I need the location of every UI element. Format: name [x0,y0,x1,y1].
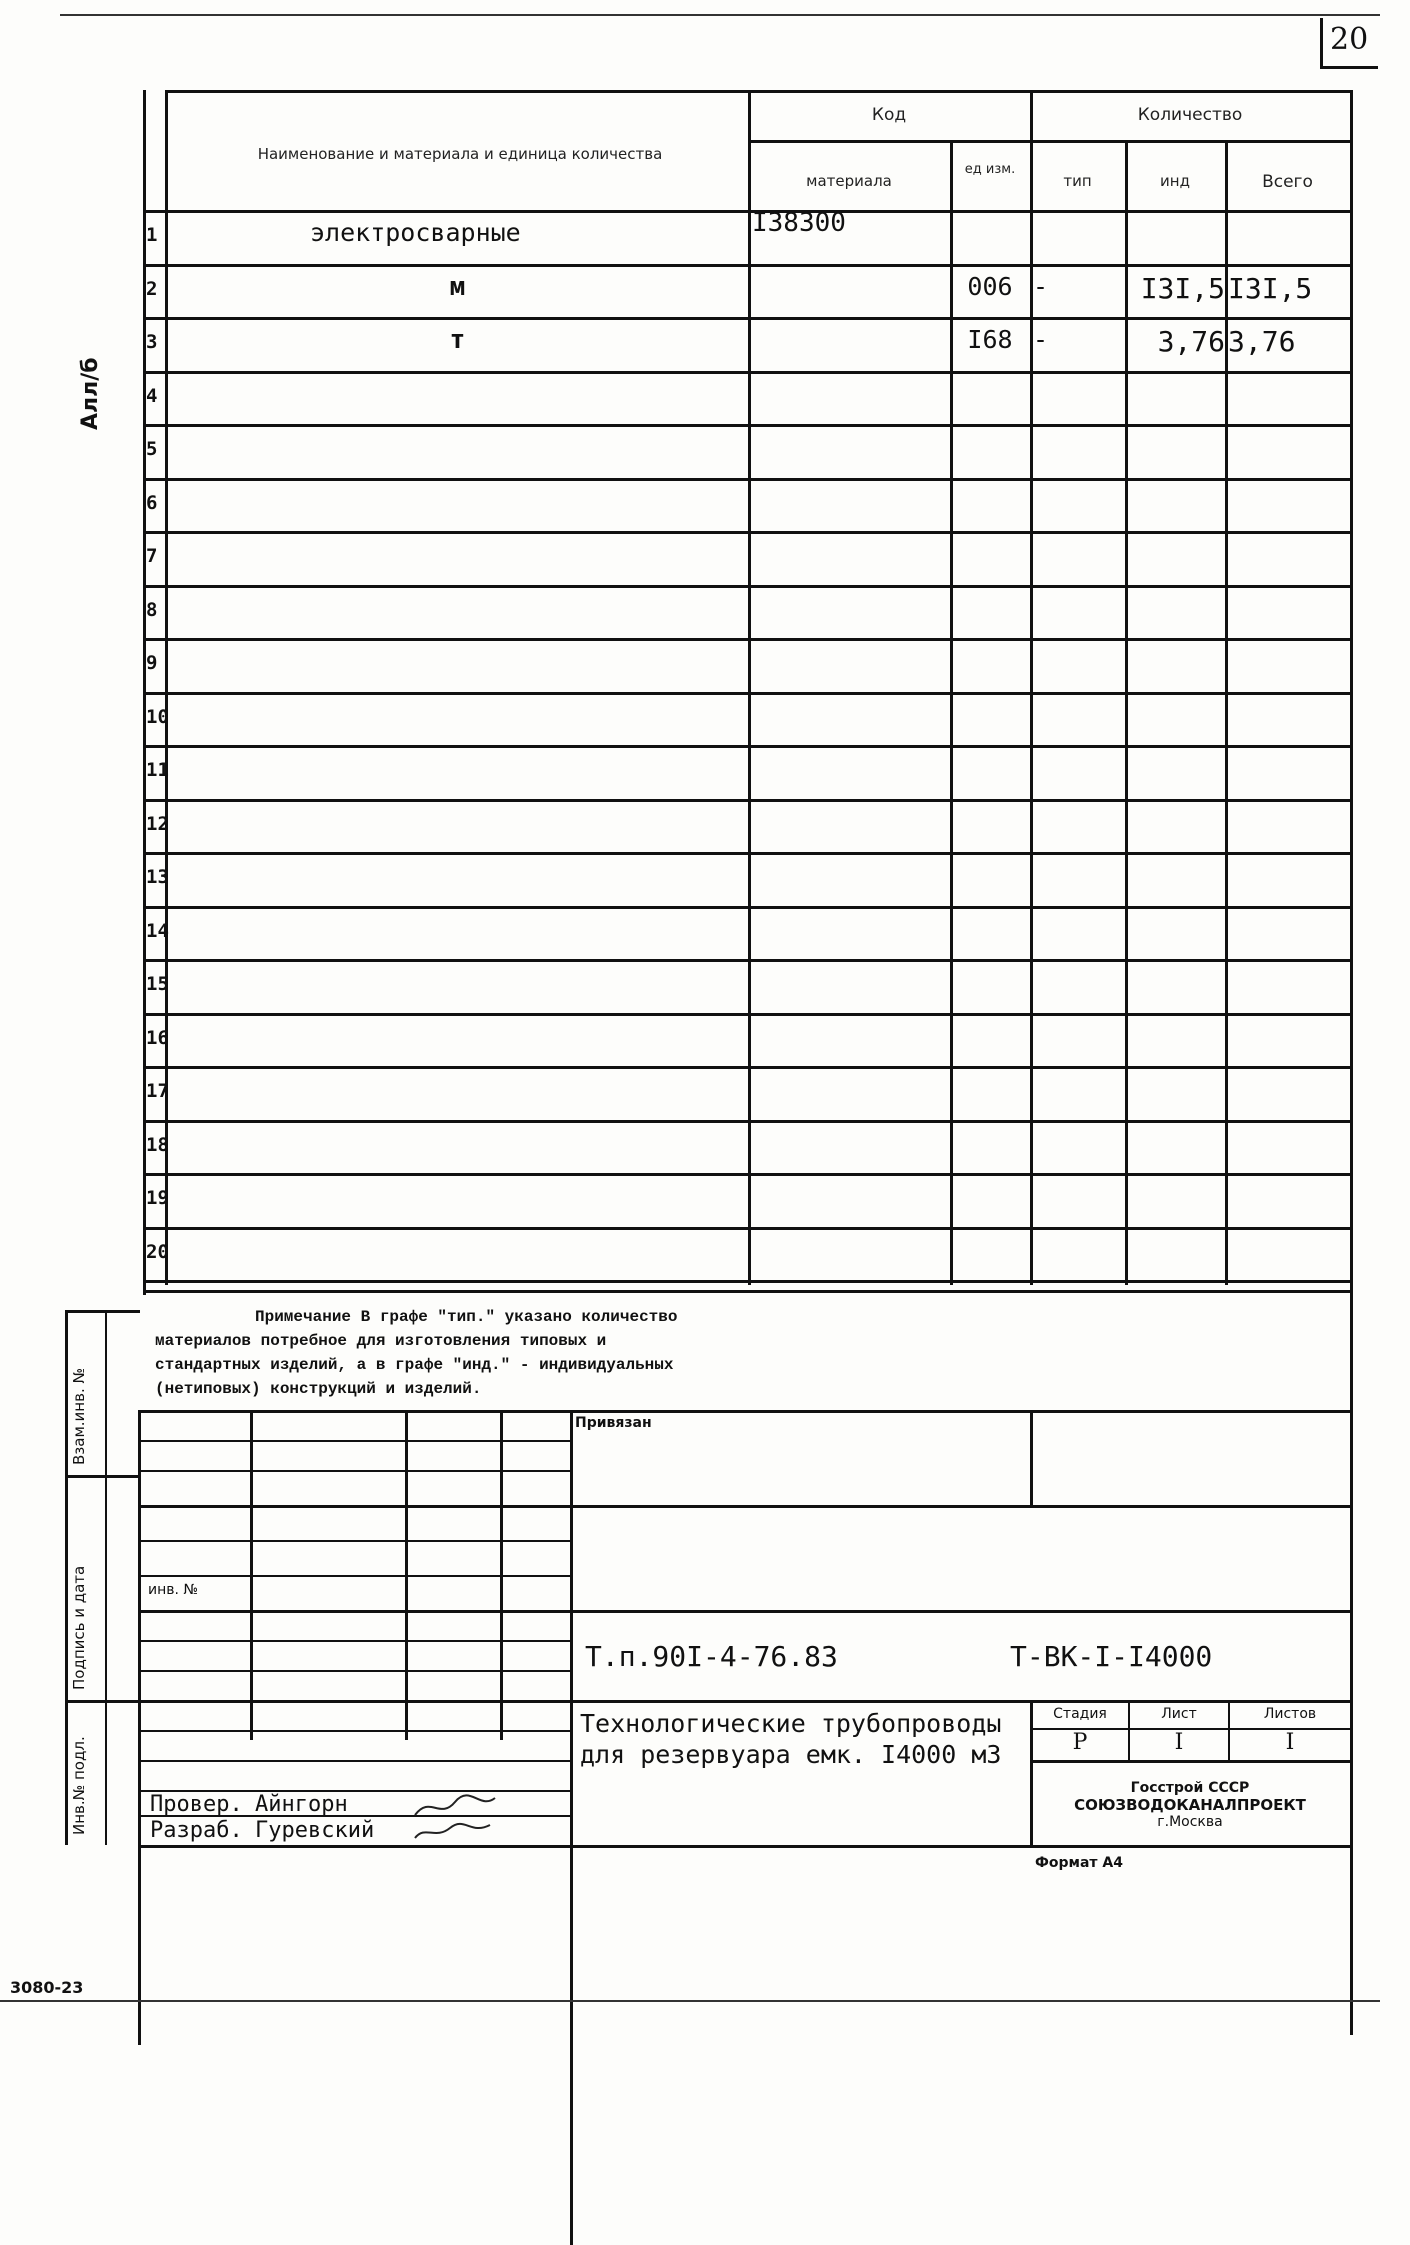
unit-col-border [1030,90,1033,1285]
title-block-bottom [140,1845,1350,1848]
format-label: Формат А4 [1035,1855,1123,1871]
table-row-line [143,1227,1350,1230]
typ-col-border [1125,140,1128,1285]
row-qty-total: I3I,5 [1228,271,1313,305]
note-line: Примечание В графе "тип." указано количество [255,1308,678,1326]
razrab-name: Гуревский [255,1818,375,1843]
side-stamp-line [65,1700,140,1703]
razrab-role: Разраб. [150,1818,243,1843]
row-name: т [449,325,466,355]
ind-col-border [1225,140,1228,1285]
row-qty-total: 3,76 [1228,325,1296,358]
table-row-line [143,1066,1350,1069]
header-code: Код [871,105,907,125]
stage-label: Стадия [1053,1706,1107,1722]
header-bottom [143,210,1350,213]
lists-label: Листов [1263,1706,1317,1722]
note-line: материалов потребное для изготовления типовых и [155,1332,607,1350]
document-title: Технологические трубопроводы для резервуара емк. I4000 м3 [580,1709,1002,1769]
table-row-line [143,371,1350,374]
note-line: (нетиповых) конструкций и изделий. [155,1380,482,1398]
list-label: Лист [1161,1706,1197,1722]
stage-value: Р [1072,1730,1088,1755]
sheet-code: Т-ВК-I-I4000 [1010,1640,1213,1673]
side-stamp-inv: Инв.№ подл. [70,1736,88,1835]
top-border [60,14,1380,16]
prover-name: Айнгорн [255,1792,348,1817]
page-number-box-left [1320,18,1323,68]
table-row-line [143,906,1350,909]
table-row-line [143,317,1350,320]
header-subline [748,140,1350,143]
row-number: 8 [146,598,158,621]
tb-row [140,1640,570,1642]
lists-value: I [1285,1730,1295,1755]
side-stamp-podpis: Подпись и дата [70,1565,88,1690]
table-row-line [143,638,1350,641]
table-row-line [143,745,1350,748]
table-top-border [165,90,1350,93]
row-number: 9 [146,652,158,674]
table-row-line [143,959,1350,962]
header-qty-total: Всего [1262,172,1313,192]
org-line: СОЮЗВОДОКАНАЛПРОЕКТ [1074,1796,1306,1814]
bottom-border [0,2000,1380,2002]
header-code-material: материала [806,172,892,190]
page-number-box-bottom [1320,66,1378,69]
row-number: 15 [146,973,169,995]
row-unit-code: 006 [967,271,1013,301]
side-stamp-vzam: Взам.инв. № [70,1367,88,1465]
row-number: 17 [146,1080,169,1102]
title-block-top [140,1410,1350,1413]
tb-row [140,1440,570,1442]
side-stamp-left [65,1310,68,1845]
org-line: Госстрой СССР [1130,1780,1250,1796]
tb-line-3 [140,1700,1350,1703]
table-row-line [143,264,1350,267]
row-qty-ind: I3I,5 [1140,271,1225,305]
side-stamp-mid [105,1310,107,1845]
header-code-unit: ед изм. [964,162,1016,177]
header-qty-ind: инд [1160,172,1190,190]
row-qty-ind: 3,76 [1157,325,1225,358]
table-right-border [1350,90,1353,2035]
table-row-line [143,1280,1350,1283]
stage-bottom [1030,1760,1350,1763]
header-qty-typ: тип [1063,172,1092,190]
table-row-line [143,1120,1350,1123]
note-line: стандартных изделий, а в графе "инд." - индивидуальных [155,1356,674,1374]
table-row-line [143,585,1350,588]
name-col-border [748,90,751,1285]
table-row-line [143,799,1350,802]
row-number: 2 [146,277,158,300]
row-qty-typ: - [1033,325,1049,354]
row-number: 6 [146,491,158,514]
header-quantity: Количество [1137,105,1243,125]
tb-row [140,1540,570,1542]
tb-row [140,1470,570,1472]
row-number: 13 [146,866,169,888]
tb-line-1 [140,1505,1350,1508]
list-value: I [1174,1730,1184,1755]
row-number: 12 [146,812,169,835]
org-line: г.Москва [1157,1814,1223,1830]
side-stamp-top [65,1310,140,1313]
tb-line-2 [140,1610,1350,1613]
table-row-line [143,692,1350,695]
table-row-line [143,852,1350,855]
row-name: м [449,271,466,302]
row-number: 18 [146,1133,169,1156]
tb-row [140,1670,570,1672]
table-row-line [143,1013,1350,1016]
prover-role: Провер. [150,1792,243,1817]
page-number: 20 [1330,22,1369,57]
doc-code: Т.п.90I-4-76.83 [585,1640,838,1673]
row-number: 11 [146,759,169,781]
row-number: 19 [146,1187,169,1209]
footer-code: 3080-23 [10,1978,84,1997]
table-row-line [143,1173,1350,1176]
inv-label: инв. № [148,1582,198,1598]
row-unit-code: I68 [967,325,1013,354]
row-qty-typ: - [1033,271,1049,301]
row-name: электросварные [310,218,521,247]
code-col-border [950,140,953,1285]
tb-row [140,1730,570,1732]
row-material-code: I38300 [752,208,846,238]
side-stamp-line [65,1475,140,1478]
table-row-line [143,531,1350,534]
row-number: 1 [146,224,158,246]
table-row-line [143,478,1350,481]
row-number: 20 [146,1240,169,1263]
row-number: 5 [146,438,158,460]
row-number: 4 [146,384,158,407]
tb-row [140,1575,570,1577]
row-number: 14 [146,919,169,942]
tb-privyazan-divider [1030,1410,1033,1505]
row-number: 3 [146,331,158,353]
tb-row [140,1760,570,1762]
row-number: 16 [146,1026,169,1049]
note-top-border [143,1290,1350,1293]
header-name: Наименование и материала и единица количества [257,145,663,163]
signatures [410,1790,500,1845]
tb-main-divider [570,1410,573,2245]
privyazan-label: Привязан [575,1415,652,1431]
table-row-line [143,424,1350,427]
row-number: 10 [146,705,169,728]
note [155,1305,1335,1401]
row-number: 7 [146,545,158,567]
rownum-col-border [165,90,168,1285]
side-label: Алл/б [78,357,103,430]
organization-stamp [1030,1780,1350,1831]
